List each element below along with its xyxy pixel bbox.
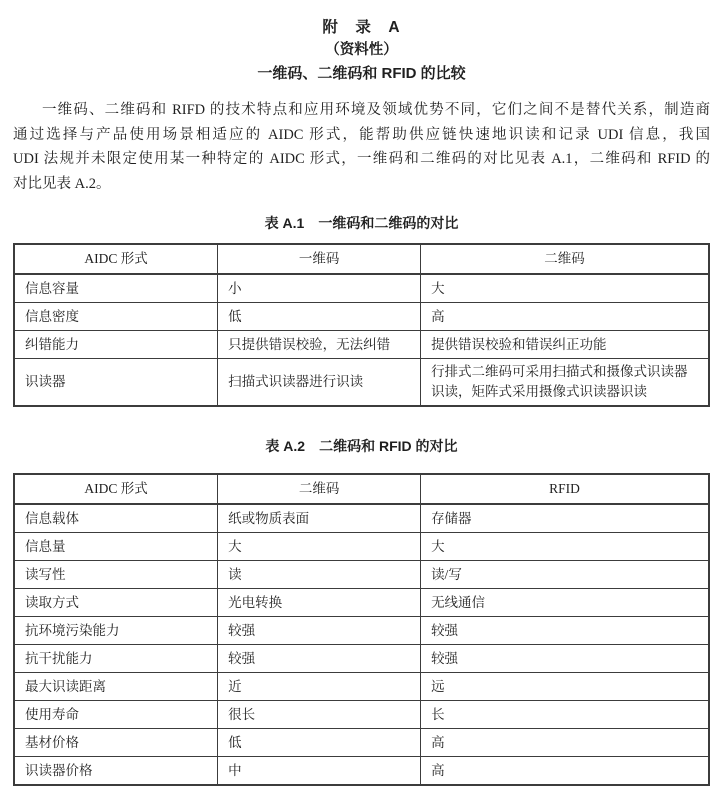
table-row [14,673,709,701]
table-header-row [14,244,709,274]
body-cell: 信息量 [14,533,218,561]
paragraph-line: 一维码、二维码和 RIFD 的技术特点和应用环境及领域优势不同，它们之间不是替代关系，制造商 [42,102,710,118]
body-cell: 抗干扰能力 [14,645,218,673]
table-row [14,645,709,673]
body-cell: 存储器 [421,504,709,533]
paragraph-line: 对比见表 A.2。 [13,175,111,192]
body-cell: 长 [421,701,709,729]
table-a1-caption [13,215,710,231]
table-a1 [13,243,710,407]
table-header-row [14,474,709,504]
table-row [14,359,709,407]
body-cell: 信息载体 [14,504,218,533]
table-caption-label: 表 A.1 [264,215,305,231]
intro-paragraph [13,98,710,196]
table-caption-text: 二维码和 RFID 的对比 [319,438,458,454]
body-cell: 光电转换 [218,589,421,617]
body-cell: 基材价格 [14,729,218,757]
body-cell: 读 [218,561,421,589]
table-row [14,701,709,729]
body-cell: 识读器价格 [14,757,218,786]
body-cell: 无线通信 [421,589,709,617]
body-cell: 读取方式 [14,589,218,617]
body-cell: 纸或物质表面 [218,504,421,533]
body-cell: 远 [421,673,709,701]
body-cell: 较强 [218,617,421,645]
appendix-heading-block [13,16,710,85]
table-row [14,589,709,617]
body-cell: 大 [218,533,421,561]
table-a2-caption [13,438,710,454]
header-cell: AIDC 形式 [14,244,218,274]
body-cell: 只提供错误校验，无法纠错 [218,331,421,359]
body-cell: 扫描式识读器进行识读 [218,359,421,407]
body-cell: 行排式二维码可采用扫描式和摄像式识读器识读，矩阵式采用摄像式识读器识读 [421,359,709,407]
appendix-title: 附 录 A [322,19,401,36]
header-cell: AIDC 形式 [14,474,218,504]
table-caption-text: 一维码和二维码的对比 [318,215,459,231]
body-cell: 最大识读距离 [14,673,218,701]
header-cell: 二维码 [421,244,709,274]
body-cell: 较强 [421,645,709,673]
body-cell: 高 [421,757,709,786]
body-cell: 读/写 [421,561,709,589]
body-cell: 使用寿命 [14,701,218,729]
body-cell: 中 [218,757,421,786]
table-row [14,729,709,757]
paragraph-line: UDI 法规并未限定使用某一种特定的 AIDC 形式，一维码和二维码的对比见表 A.1，二维码和 RFID 的 [13,151,710,167]
table-row [14,303,709,331]
body-cell: 提供错误校验和错误纠正功能 [421,331,709,359]
header-cell: 二维码 [218,474,421,504]
body-cell: 小 [218,274,421,303]
body-cell: 信息容量 [14,274,218,303]
table-row [14,757,709,786]
appendix-subtitle: （资料性） [325,42,398,58]
body-cell: 低 [218,729,421,757]
body-cell: 信息密度 [14,303,218,331]
table-row [14,533,709,561]
appendix-section-heading: 一维码、二维码和 RFID 的比较 [257,65,466,82]
table-row [14,504,709,533]
table-row [14,561,709,589]
body-cell: 低 [218,303,421,331]
body-cell: 抗环境污染能力 [14,617,218,645]
body-cell: 纠错能力 [14,331,218,359]
body-cell: 大 [421,274,709,303]
body-cell: 较强 [421,617,709,645]
header-cell: RFID [421,474,709,504]
body-cell: 较强 [218,645,421,673]
table-row [14,617,709,645]
body-cell: 很长 [218,701,421,729]
body-cell: 近 [218,673,421,701]
body-cell: 读写性 [14,561,218,589]
body-cell: 识读器 [14,359,218,407]
body-cell: 高 [421,303,709,331]
body-cell: 大 [421,533,709,561]
body-cell: 高 [421,729,709,757]
table-row [14,331,709,359]
paragraph-line: 通过选择与产品使用场景相适应的 AIDC 形式，能帮助供应链快速地识读和记录 UDI 信息，我国 [13,126,710,143]
table-caption-label: 表 A.2 [265,438,306,454]
table-row [14,274,709,303]
table-a2 [13,473,710,786]
header-cell: 一维码 [218,244,421,274]
